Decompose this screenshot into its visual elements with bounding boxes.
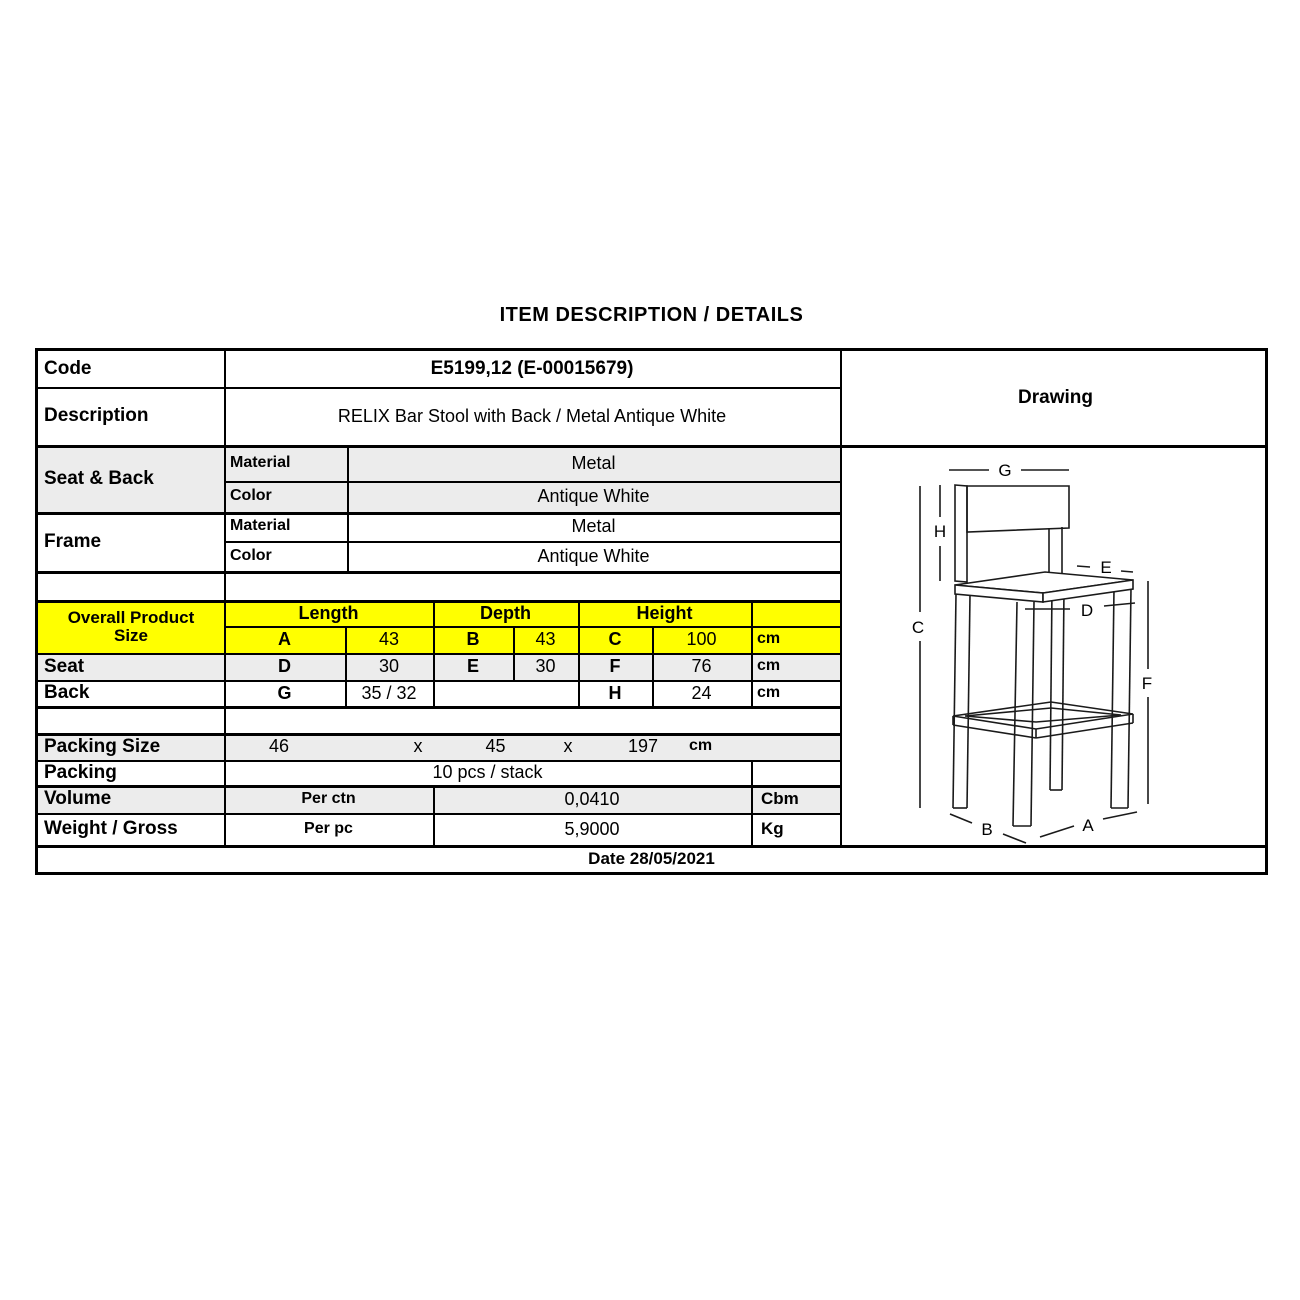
spec-table xyxy=(35,348,1268,875)
packing-size-height: 197 xyxy=(627,736,659,757)
frame-material-value: Metal xyxy=(571,516,616,537)
drawing-label-e: E xyxy=(1100,558,1112,577)
overall-product-size-label xyxy=(38,600,224,653)
packing-label: Packing xyxy=(44,761,117,783)
seat-back-color-value: Antique White xyxy=(537,486,650,507)
grid-line-v xyxy=(751,760,753,845)
legs-shape xyxy=(953,588,1131,826)
dim-d-label: D xyxy=(278,656,291,677)
footrest-shape xyxy=(953,702,1133,738)
seat-back-label: Seat & Back xyxy=(44,467,154,489)
drawing-label-d: D xyxy=(1080,601,1094,620)
packing-size-x2: x xyxy=(563,736,573,757)
packing-value: 10 pcs / stack xyxy=(432,762,543,783)
dim-b-label: B xyxy=(466,629,480,650)
dim-f-label: F xyxy=(609,656,621,677)
volume-label: Volume xyxy=(44,788,112,810)
code-label: Code xyxy=(44,358,92,380)
volume-per: Per ctn xyxy=(301,789,356,807)
drawing-label-c: C xyxy=(911,618,925,637)
weight-per: Per pc xyxy=(304,819,353,837)
dim-e-value: 30 xyxy=(535,656,556,677)
description-value: RELIX Bar Stool with Back / Metal Antique White xyxy=(337,405,727,426)
dim-a-value: 43 xyxy=(378,629,400,650)
dim-h-value: 24 xyxy=(691,682,712,703)
dim-e-label: E xyxy=(466,656,479,677)
packing-size-width: 46 xyxy=(268,736,290,757)
volume-unit: Cbm xyxy=(761,789,799,809)
backrest-shape xyxy=(955,485,1069,582)
drawing-label-h: H xyxy=(933,522,947,541)
dim-g-value: 35 / 32 xyxy=(361,682,417,703)
dim-g-label: G xyxy=(277,682,292,703)
dim-f-value: 76 xyxy=(691,656,712,677)
description-label: Description xyxy=(44,405,149,427)
seat-back-color-label: Color xyxy=(230,487,272,505)
seat-unit: cm xyxy=(757,657,781,675)
overall-product-size-line2: Size xyxy=(113,625,149,645)
frame-material-label: Material xyxy=(230,517,291,535)
back-unit: cm xyxy=(757,683,781,701)
seat-back-material-label: Material xyxy=(230,453,291,471)
dim-h-label: H xyxy=(608,682,622,703)
drawing-label-b: B xyxy=(981,820,993,839)
dim-c-label: C xyxy=(608,629,622,650)
back-label: Back xyxy=(44,682,90,704)
packing-size-label: Packing Size xyxy=(44,735,161,757)
packing-size-x1: x xyxy=(413,736,423,757)
packing-size-unit: cm xyxy=(688,737,713,755)
dim-b-value: 43 xyxy=(535,629,556,650)
weight-value: 5,9000 xyxy=(564,818,620,839)
drawing-label-g: G xyxy=(998,461,1012,480)
date-row: Date 28/05/2021 xyxy=(588,848,715,868)
weight-unit: Kg xyxy=(761,819,784,839)
frame-label: Frame xyxy=(44,530,102,552)
seat-label: Seat xyxy=(44,655,85,677)
volume-value: 0,0410 xyxy=(564,788,620,809)
overall-product-size-line1: Overall Product xyxy=(67,607,195,627)
dim-a-label: A xyxy=(278,629,291,650)
depth-header: Depth xyxy=(480,602,531,623)
page-title: ITEM DESCRIPTION / DETAILS xyxy=(499,304,804,326)
dim-c-value: 100 xyxy=(686,629,717,650)
grid-line-h xyxy=(38,571,840,574)
code-value: E5199,12 (E-00015679) xyxy=(430,358,634,380)
drawing-label-a: A xyxy=(1082,816,1094,835)
drawing-header: Drawing xyxy=(1018,387,1093,409)
drawing-label-f: F xyxy=(1141,674,1153,693)
grid-line-h xyxy=(38,706,840,709)
frame-color-value: Antique White xyxy=(537,545,650,566)
stool-drawing xyxy=(840,445,1271,845)
packing-size-depth: 45 xyxy=(485,736,506,757)
weight-label: Weight / Gross xyxy=(44,818,178,840)
frame-color-label: Color xyxy=(230,546,272,564)
overall-unit: cm xyxy=(757,630,781,648)
dim-d-value: 30 xyxy=(378,656,400,677)
height-header: Height xyxy=(636,602,693,623)
length-header: Length xyxy=(298,602,359,623)
seat-back-material-value: Metal xyxy=(571,452,616,473)
